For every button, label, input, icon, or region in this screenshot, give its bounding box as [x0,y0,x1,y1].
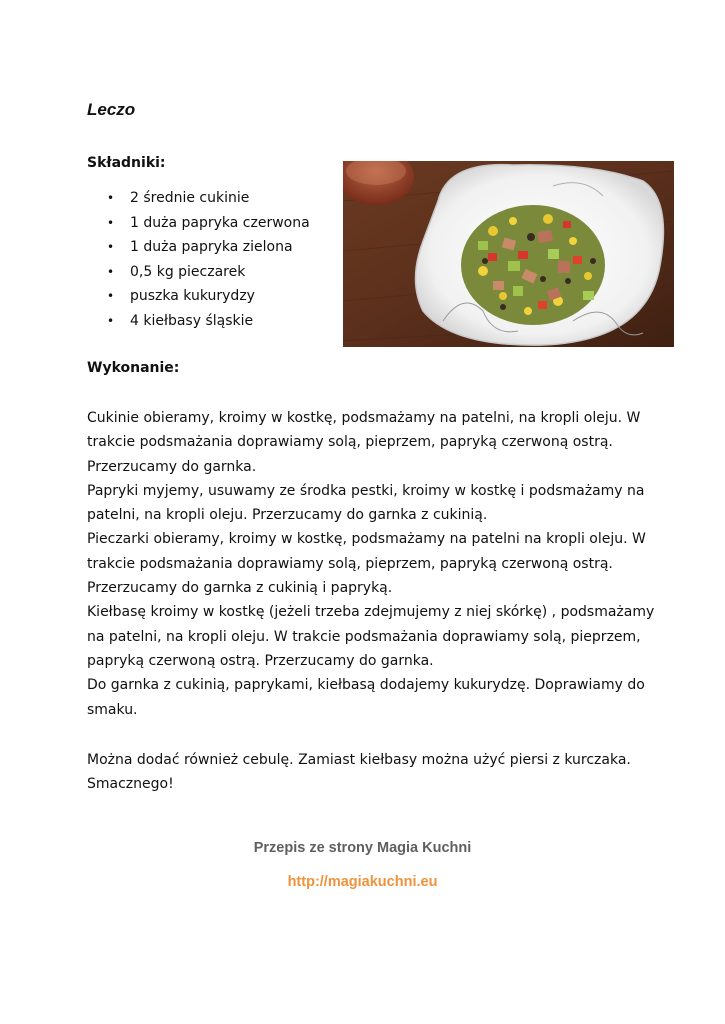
ingredient-text: 1 duża papryka czerwona [130,214,310,231]
dish-photo-illustration [343,161,674,347]
method-line: Przerzucamy do garnka z cukinią i papryką. [87,580,393,597]
ingredient-text: puszka kukurydzy [130,288,255,304]
ingredient-text: 2 średnie cukinie [130,190,250,206]
source-credit: Przepis ze strony Magia Kuchni [253,840,472,856]
recipe-title: Leczo [87,100,136,119]
list-item [87,235,310,260]
method-line: papryką czerwoną ostrą. Przerzucamy do garnka. [87,652,434,669]
method-line: patelni, na kropli oleju. Przerzucamy do garnka z cukinią. [87,507,488,524]
ingredients-heading: Składniki: [87,155,166,171]
method-line: smaku. [87,701,138,718]
method-line: Cukinie obieramy, kroimy w kostkę, podsmażamy na patelni, na kropli oleju. W [87,410,641,426]
method-line: Pieczarki obieramy, kroimy w kostkę, podsmażamy na patelni na kropli oleju. W [87,531,646,548]
bullet-icon: • [107,289,115,303]
note-text [87,748,631,797]
bullet-icon: • [107,240,115,254]
method-line: Papryki myjemy, usuwamy ze środka pestki, kroimy w kostkę i podsmażamy na [87,482,645,499]
note-line: Można dodać również cebulę. Zamiast kiełbasy można użyć piersi z kurczaka. [87,752,631,768]
note-line: Smacznego! [87,776,174,793]
method-line: Przerzucamy do garnka. [87,458,257,475]
ingredients-list [87,186,310,333]
list-item [87,211,310,236]
bullet-icon: • [107,313,115,328]
bullet-icon: • [107,264,115,279]
method-text [87,406,657,722]
source-link[interactable]: http://magiakuchni.eu [287,874,438,890]
ingredient-text: 1 duża papryka zielona [130,239,293,255]
bullet-icon: • [107,191,115,205]
method-line: trakcie podsmażania doprawiamy solą, pieprzem, papryką czerwoną ostrą. [87,555,613,572]
bullet-icon: • [107,215,115,230]
method-line: trakcie podsmażania doprawiamy solą, pieprzem, papryką czerwoną ostrą. [87,434,613,451]
method-line: Do garnka z cukinią, paprykami, kiełbasą dodajemy kukurydzę. Doprawiamy do [87,677,645,694]
method-heading: Wykonanie: [87,360,180,376]
method-line: na patelni, na kropli oleju. W trakcie podsmażania doprawiamy solą, pieprzem, [87,628,641,645]
dish-photo [343,161,674,347]
list-item [87,309,310,334]
ingredient-text: 4 kiełbasy śląskie [130,312,254,329]
list-item [87,284,310,309]
list-item [87,186,310,211]
method-line: Kiełbasę kroimy w kostkę (jeżeli trzeba zdejmujemy z niej skórkę) , podsmażamy [87,604,655,621]
ingredient-text: 0,5 kg pieczarek [130,263,246,280]
list-item [87,260,310,285]
